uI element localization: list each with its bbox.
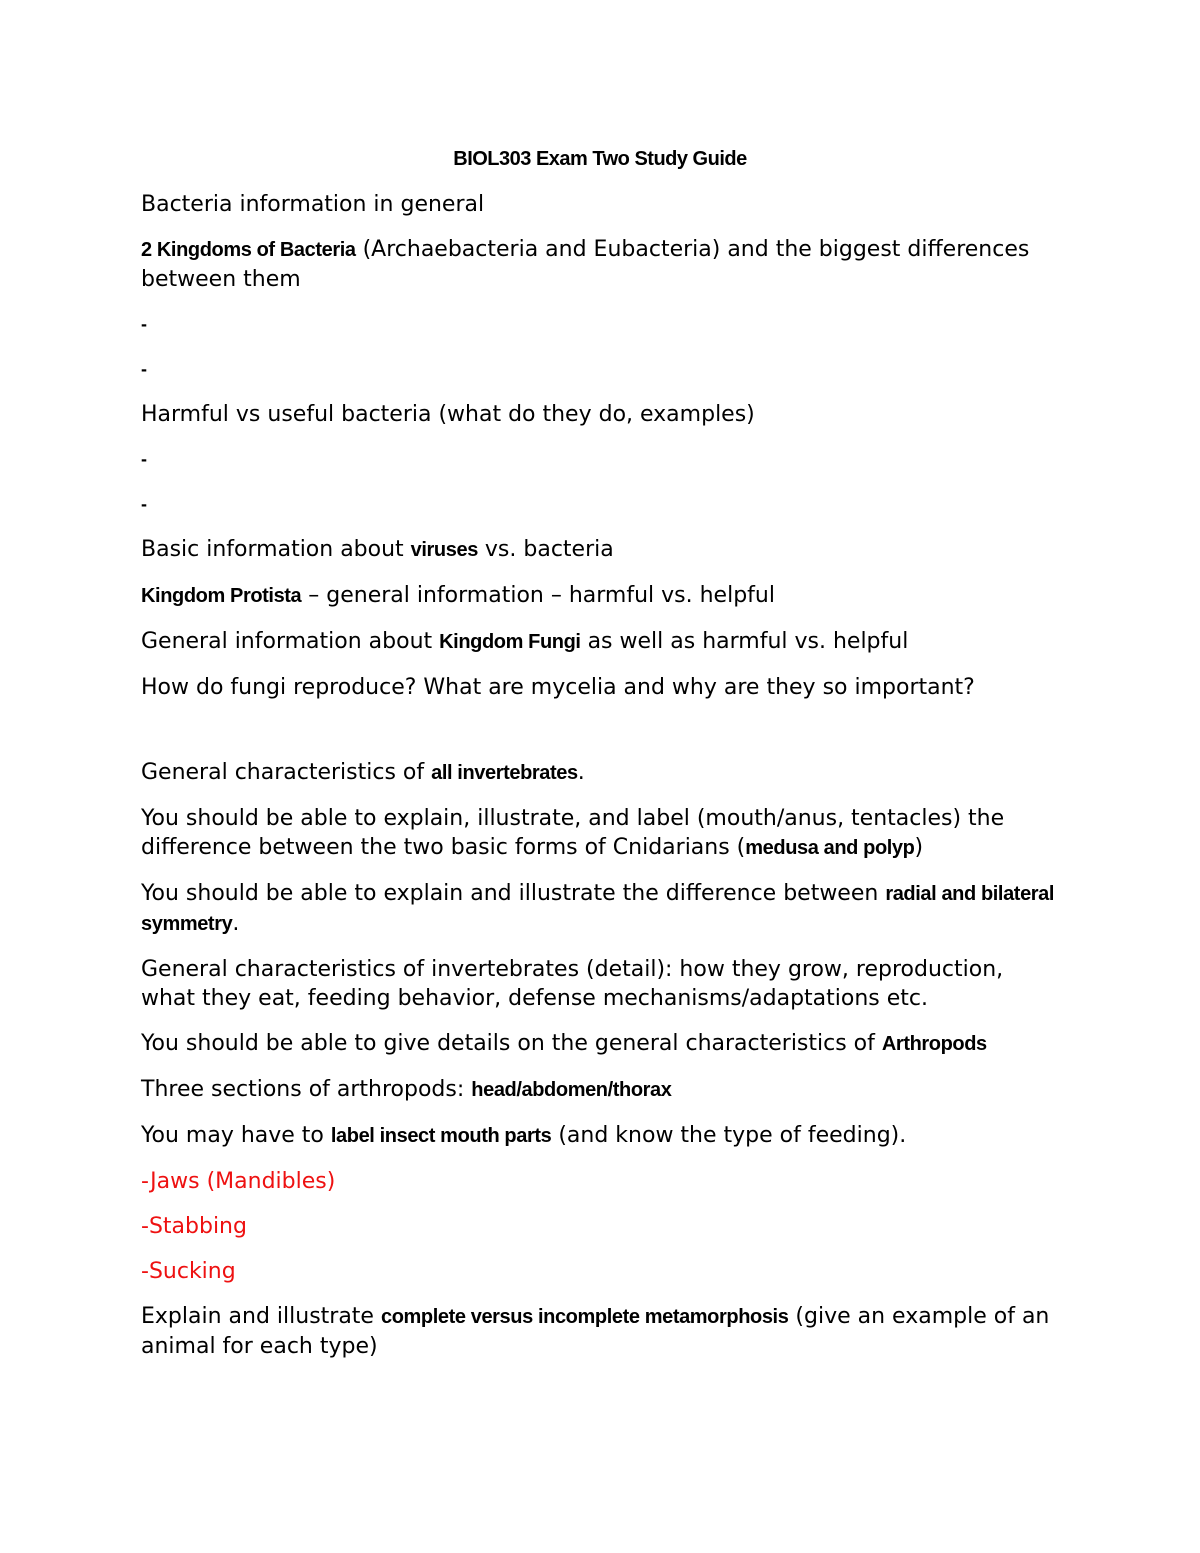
bold-text: Kingdom Protista bbox=[141, 585, 302, 607]
paragraph-fungi-reproduce: How do fungi reproduce? What are mycelia and why are they so important? bbox=[141, 675, 975, 700]
blank-line bbox=[141, 718, 1061, 758]
bold-text: medusa and polyp bbox=[745, 837, 915, 859]
text: General characteristics of bbox=[141, 760, 432, 785]
text: You should be able to give details on the general characteristics of bbox=[141, 1031, 882, 1056]
paragraph-kingdoms bbox=[141, 235, 1061, 294]
feeding-type-sucking: -Sucking bbox=[141, 1259, 236, 1284]
bold-text: Arthropods bbox=[881, 1033, 987, 1055]
paragraph-invertebrates-detail: General characteristics of invertebrates (detail): how they grow, reproduction, what they eat, feeding behavior, defense mechanisms/adaptations etc. bbox=[141, 957, 1004, 1011]
text: as well as harmful vs. helpful bbox=[580, 629, 909, 654]
paragraph-bacteria-general: Bacteria information in general bbox=[141, 192, 485, 217]
text: You should be able to explain and illustrate the difference between bbox=[141, 881, 886, 906]
bold-text: complete versus incomplete metamorphosis bbox=[380, 1306, 789, 1328]
paragraph-protista bbox=[141, 581, 1061, 611]
text: You should be able to explain, illustrate, and label (mouth/anus, tentacles) the difference between the two basic forms of Cnidarians ( bbox=[141, 806, 1005, 860]
text: (and know the type of feeding). bbox=[551, 1123, 907, 1148]
text: ) bbox=[914, 835, 924, 860]
text: . bbox=[232, 911, 240, 936]
paragraph-symmetry bbox=[141, 879, 1061, 939]
paragraph-metamorphosis bbox=[141, 1302, 1061, 1361]
text: – general information – harmful vs. helpful bbox=[301, 583, 775, 608]
text: Explain and illustrate bbox=[141, 1304, 381, 1329]
paragraph-mouth-parts bbox=[141, 1121, 1061, 1151]
bold-text: radial and bilateral symmetry bbox=[141, 883, 1055, 935]
bullet-dash: - bbox=[141, 314, 147, 334]
text: You may have to bbox=[141, 1123, 331, 1148]
paragraph-harmful-useful: Harmful vs useful bacteria (what do they do, examples) bbox=[141, 402, 755, 427]
paragraph-arthropod-sections bbox=[141, 1075, 1061, 1105]
bullet-dash: - bbox=[141, 449, 147, 469]
text: General information about bbox=[141, 629, 440, 654]
bold-text: all invertebrates bbox=[431, 762, 578, 784]
text: Three sections of arthropods: bbox=[141, 1077, 472, 1102]
bullet-dash: - bbox=[141, 359, 147, 379]
paragraph-cnidarians bbox=[141, 804, 1061, 863]
bold-text: 2 Kingdoms of Bacteria bbox=[141, 239, 356, 261]
text: vs. bacteria bbox=[477, 537, 614, 562]
bold-text: viruses bbox=[410, 539, 478, 561]
document-title: BIOL303 Exam Two Study Guide bbox=[453, 148, 747, 170]
text: Basic information about bbox=[141, 537, 411, 562]
bullet-dash: - bbox=[141, 494, 147, 514]
paragraph-invertebrates-all bbox=[141, 758, 1061, 788]
paragraph-fungi bbox=[141, 627, 1061, 657]
bold-text: head/abdomen/thorax bbox=[471, 1079, 672, 1101]
text: . bbox=[577, 760, 585, 785]
document-body bbox=[141, 190, 1061, 1377]
bold-text: Kingdom Fungi bbox=[439, 631, 581, 653]
paragraph-arthropods bbox=[141, 1029, 1061, 1059]
bold-text: label insect mouth parts bbox=[330, 1125, 552, 1147]
text: (give an example of an animal for each type) bbox=[141, 1304, 1050, 1359]
feeding-type-stabbing: -Stabbing bbox=[141, 1214, 247, 1239]
text: (Archaebacteria and Eubacteria) and the biggest differences between them bbox=[141, 237, 1030, 292]
paragraph-viruses bbox=[141, 535, 1061, 565]
feeding-type-jaws: -Jaws (Mandibles) bbox=[141, 1169, 336, 1194]
